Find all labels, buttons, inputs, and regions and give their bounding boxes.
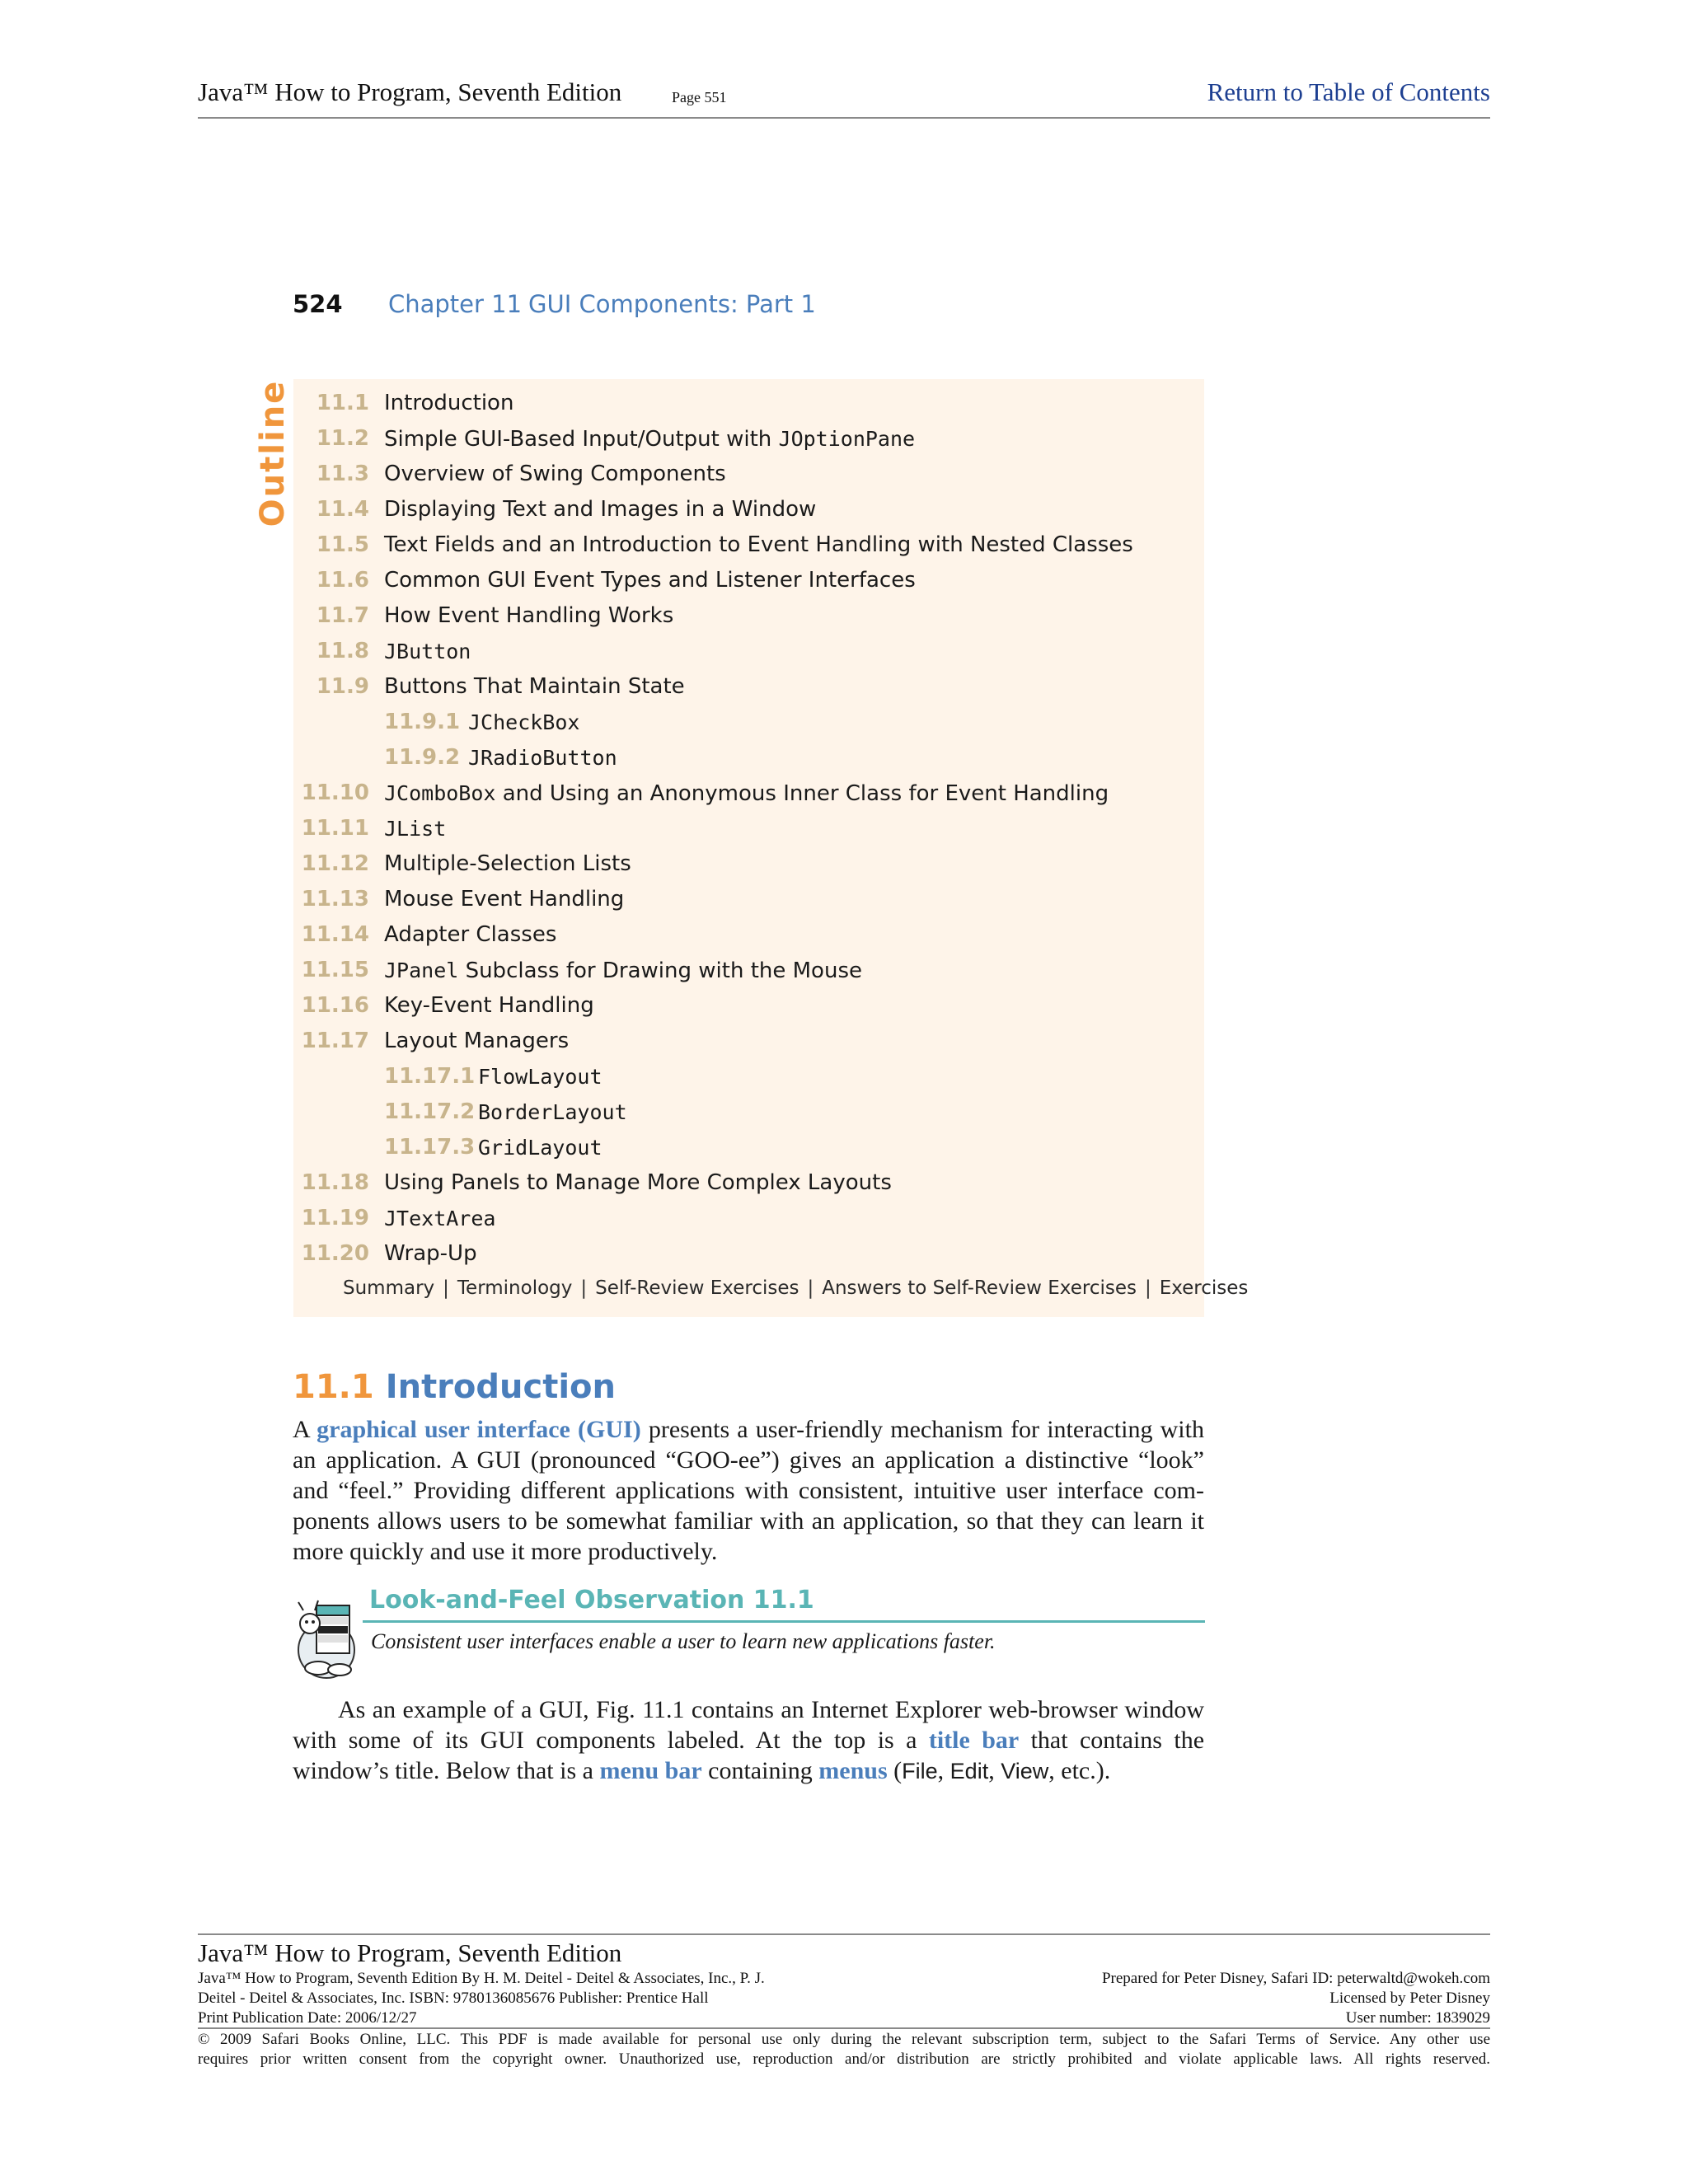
outline-label: Using Panels to Manage More Complex Layouts [384, 1170, 892, 1195]
outline-item-number: 11.19 [301, 1206, 369, 1230]
outline-item-text [384, 953, 862, 989]
outline-code: GridLayout [478, 1136, 603, 1160]
outline-summary-link[interactable]: Self-Review Exercises [595, 1277, 799, 1299]
outline-item[interactable] [293, 740, 1204, 776]
footer-line-1-left: Java™ How to Program, Seventh Edition By H. M. Deitel - Deitel & Associates, Inc., P. J. [198, 1970, 765, 1987]
text-run: containing [701, 1757, 819, 1784]
text-run: presents a user-friendly mechanism for interacting with an application. A GUI (pronounced “GOO-ee”) gives an application a distinctive “look” and “feel.” Providing different applications with consistent, intuitive user interface com-ponents allows users to be somewhat familiar with an application, so that they can learn it more quickly and use it more productively. [293, 1416, 1204, 1565]
outline-item-text [478, 1130, 603, 1166]
outline-item-number: 11.9.1 [384, 710, 461, 734]
outline-code: BorderLayout [478, 1100, 627, 1124]
outline-item-number: 11.17.3 [384, 1135, 476, 1160]
outline-item[interactable] [293, 811, 1204, 846]
outline-item-text [384, 563, 916, 598]
footer-line-2-right: Licensed by Peter Disney [1329, 1990, 1490, 2007]
outline-item-number: 11.9 [316, 674, 369, 699]
outline-item-text [478, 1059, 603, 1095]
outline-item[interactable] [293, 846, 1204, 882]
term-title-bar: title bar [928, 1727, 1020, 1754]
link-separator: | [580, 1277, 588, 1299]
outline-item[interactable] [293, 988, 1204, 1024]
outline-item-text [384, 882, 624, 917]
outline-item-text [384, 492, 816, 527]
outline-item-text [384, 917, 556, 953]
intro-paragraph [293, 1414, 1204, 1567]
link-separator: | [807, 1277, 814, 1299]
outline-item-number: 11.8 [316, 639, 369, 663]
outline-item[interactable] [293, 492, 1204, 527]
text-run: that contains the window’s title. Below that is a [293, 1727, 1205, 1784]
outline-item[interactable] [293, 1236, 1204, 1272]
outline-item[interactable] [293, 563, 1204, 598]
chapter-outline [293, 379, 1249, 1317]
outline-label: Introduction [384, 391, 514, 415]
outline-code: JOptionPane [778, 427, 916, 451]
section-heading [293, 1368, 616, 1406]
outline-label: Multiple-Selection Lists [384, 851, 631, 876]
outline-code: JTextArea [384, 1207, 496, 1230]
outline-label: Adapter Classes [384, 922, 557, 947]
return-to-toc-link[interactable]: Return to Table of Contents [1207, 77, 1490, 106]
outline-item[interactable] [293, 1024, 1204, 1059]
footer-divider [198, 2027, 1490, 2029]
outline-item[interactable] [293, 1130, 1204, 1165]
outline-summary-link[interactable]: Exercises [1159, 1277, 1249, 1299]
outline-item-text [384, 457, 726, 492]
outline-item[interactable] [293, 634, 1204, 669]
outline-item-number: 11.4 [316, 497, 369, 522]
outline-item-number: 11.17.2 [384, 1099, 476, 1124]
footer-line-3-right: User number: 1839029 [1345, 2009, 1490, 2027]
footer-copyright-2: requires prior written consent from the copyright owner. Unauthorized use, reproduction and/or distribution are strictly prohibited and violate applicable laws. All rights reserved. [198, 2050, 1490, 2068]
page-label: Page 551 [672, 89, 727, 105]
ui-word-edit: Edit [950, 1759, 989, 1783]
chapter-title: GUI Components: Part 1 [528, 290, 816, 318]
outline-label: Layout Managers [384, 1029, 570, 1053]
observation-title: Look-and-Feel Observation 11.1 [369, 1586, 814, 1615]
outline-item-number: 11.3 [316, 462, 369, 486]
outline-item-text [384, 1024, 569, 1059]
text-run: , [937, 1757, 950, 1784]
text-run: , etc.). [1048, 1757, 1111, 1784]
section-number: 11.1 [293, 1368, 374, 1406]
look-and-feel-observation-icon [293, 1599, 366, 1681]
outline-summary-link[interactable]: Answers to Self-Review Exercises [822, 1277, 1137, 1299]
outline-tab-label: Outline [254, 379, 292, 527]
outline-label: Overview of Swing Components [384, 462, 726, 486]
outline-item-text [384, 846, 631, 882]
outline-item-text [384, 988, 594, 1024]
outline-item-number: 11.9.2 [384, 745, 461, 770]
book-title: Java™ How to Program, Seventh Edition [198, 77, 622, 106]
outline-code: JCheckBox [468, 710, 580, 734]
outline-code: JComboBox [384, 781, 496, 805]
outline-item-number: 11.13 [301, 887, 369, 912]
outline-item-number: 11.18 [301, 1170, 369, 1195]
outline-label: Common GUI Event Types and Listener Interfaces [384, 568, 916, 593]
outline-label: Subclass for Drawing with the Mouse [458, 958, 862, 983]
outline-item-number: 11.6 [316, 568, 369, 593]
outline-label: and Using an Anonymous Inner Class for Event Handling [495, 781, 1109, 806]
outline-item-text [384, 669, 685, 705]
ui-word-file: File [902, 1759, 938, 1783]
outline-item-text [384, 527, 1133, 563]
outline-item-number: 11.17 [301, 1029, 369, 1053]
outline-item-text [384, 421, 915, 457]
outline-item[interactable] [293, 421, 1204, 457]
outline-item-text [478, 1094, 627, 1131]
outline-summary-links [343, 1277, 1248, 1299]
outline-label: Simple GUI-Based Input/Output with [384, 427, 779, 452]
outline-code: FlowLayout [478, 1065, 603, 1089]
outline-item-number: 11.16 [301, 993, 369, 1018]
outline-item-number: 11.2 [316, 426, 369, 451]
outline-item-number: 11.1 [316, 391, 369, 415]
outline-label: Buttons That Maintain State [384, 674, 685, 699]
outline-list [293, 386, 1204, 1272]
text-run: As an example of a GUI, Fig. 11.1 contains an Internet Explorer web-browser window with some of its GUI components labeled. At the top is a [293, 1696, 1204, 1754]
section-title: Introduction [385, 1368, 616, 1406]
outline-item-text [384, 598, 673, 634]
outline-item[interactable] [293, 705, 1204, 740]
outline-item-text [384, 811, 446, 847]
footer-line-3-left: Print Publication Date: 2006/12/27 [198, 2009, 417, 2027]
outline-item-text [384, 634, 471, 670]
term-gui: graphical user interface (GUI) [316, 1416, 641, 1443]
observation-rule [363, 1620, 1205, 1623]
footer-book-title: Java™ How to Program, Seventh Edition [198, 1938, 622, 1967]
outline-code: JList [384, 817, 447, 841]
ui-word-view: View [1001, 1759, 1049, 1783]
outline-item-text [384, 386, 513, 421]
outline-item[interactable] [293, 386, 1204, 421]
link-separator: | [443, 1277, 449, 1299]
outline-item-text [384, 1165, 892, 1201]
page-header [198, 77, 1490, 119]
outline-item-number: 11.11 [301, 816, 369, 841]
footer-line-2-left: Deitel - Deitel & Associates, Inc. ISBN: 9780136085676 Publisher: Prentice Hall [198, 1990, 709, 2007]
example-paragraph [293, 1694, 1204, 1787]
outline-item-text [384, 1236, 477, 1272]
outline-item-text [468, 740, 617, 776]
outline-item-text [468, 705, 579, 741]
outline-item-number: 11.14 [301, 922, 369, 947]
outline-code: JRadioButton [468, 746, 617, 770]
outline-item[interactable] [293, 669, 1204, 705]
outline-label: How Event Handling Works [384, 603, 674, 628]
outline-item[interactable] [293, 598, 1204, 634]
outline-item[interactable] [293, 1094, 1204, 1130]
outline-label: Text Fields and an Introduction to Event Handling with Nested Classes [384, 532, 1133, 557]
chapter-label: Chapter 11 [388, 290, 523, 318]
book-page-number: 524 [293, 290, 343, 318]
text-run: A [293, 1416, 317, 1443]
outline-item[interactable] [293, 1165, 1204, 1201]
outline-item-number: 11.17.1 [384, 1064, 476, 1089]
outline-code: JButton [384, 640, 471, 663]
text-run: ( [887, 1757, 903, 1784]
outline-item[interactable] [293, 1059, 1204, 1094]
outline-item[interactable] [293, 1201, 1204, 1236]
outline-item-number: 11.20 [301, 1241, 369, 1266]
footer-copyright-1: © 2009 Safari Books Online, LLC. This PDF is made available for personal use only during the relevant subscription term, subject to the Safari Terms of Service. Any other use [198, 2031, 1490, 2048]
outline-tab [252, 379, 293, 527]
outline-item-number: 11.12 [301, 851, 369, 876]
term-menus: menus [818, 1757, 888, 1784]
outline-item-number: 11.15 [301, 958, 369, 982]
term-menu-bar: menu bar [599, 1757, 702, 1784]
outline-item[interactable] [293, 457, 1204, 492]
outline-summary-link[interactable]: Terminology [457, 1277, 573, 1299]
outline-item-text [384, 776, 1109, 812]
outline-item-number: 11.5 [316, 532, 369, 557]
outline-item[interactable] [293, 917, 1204, 953]
text-run: , [988, 1757, 1001, 1784]
outline-item[interactable] [293, 882, 1204, 917]
outline-label: Mouse Event Handling [384, 887, 625, 912]
outline-item-number: 11.10 [301, 780, 369, 805]
outline-item-text [384, 1201, 495, 1237]
outline-summary-link[interactable]: Summary [343, 1277, 435, 1299]
outline-item-number: 11.7 [316, 603, 369, 628]
footer-line-1-right: Prepared for Peter Disney, Safari ID: peterwaltd@wokeh.com [1101, 1970, 1490, 1987]
outline-item[interactable] [293, 776, 1204, 811]
outline-code: JPanel [384, 958, 459, 982]
observation-text: Consistent user interfaces enable a user to learn new applications faster. [371, 1629, 996, 1653]
outline-label: Key-Event Handling [384, 993, 594, 1018]
page-footer [198, 1933, 1490, 2068]
link-separator: | [1144, 1277, 1151, 1299]
outline-label: Wrap-Up [384, 1241, 477, 1266]
outline-item[interactable] [293, 953, 1204, 988]
outline-label: Displaying Text and Images in a Window [384, 497, 817, 522]
outline-item[interactable] [293, 527, 1204, 563]
